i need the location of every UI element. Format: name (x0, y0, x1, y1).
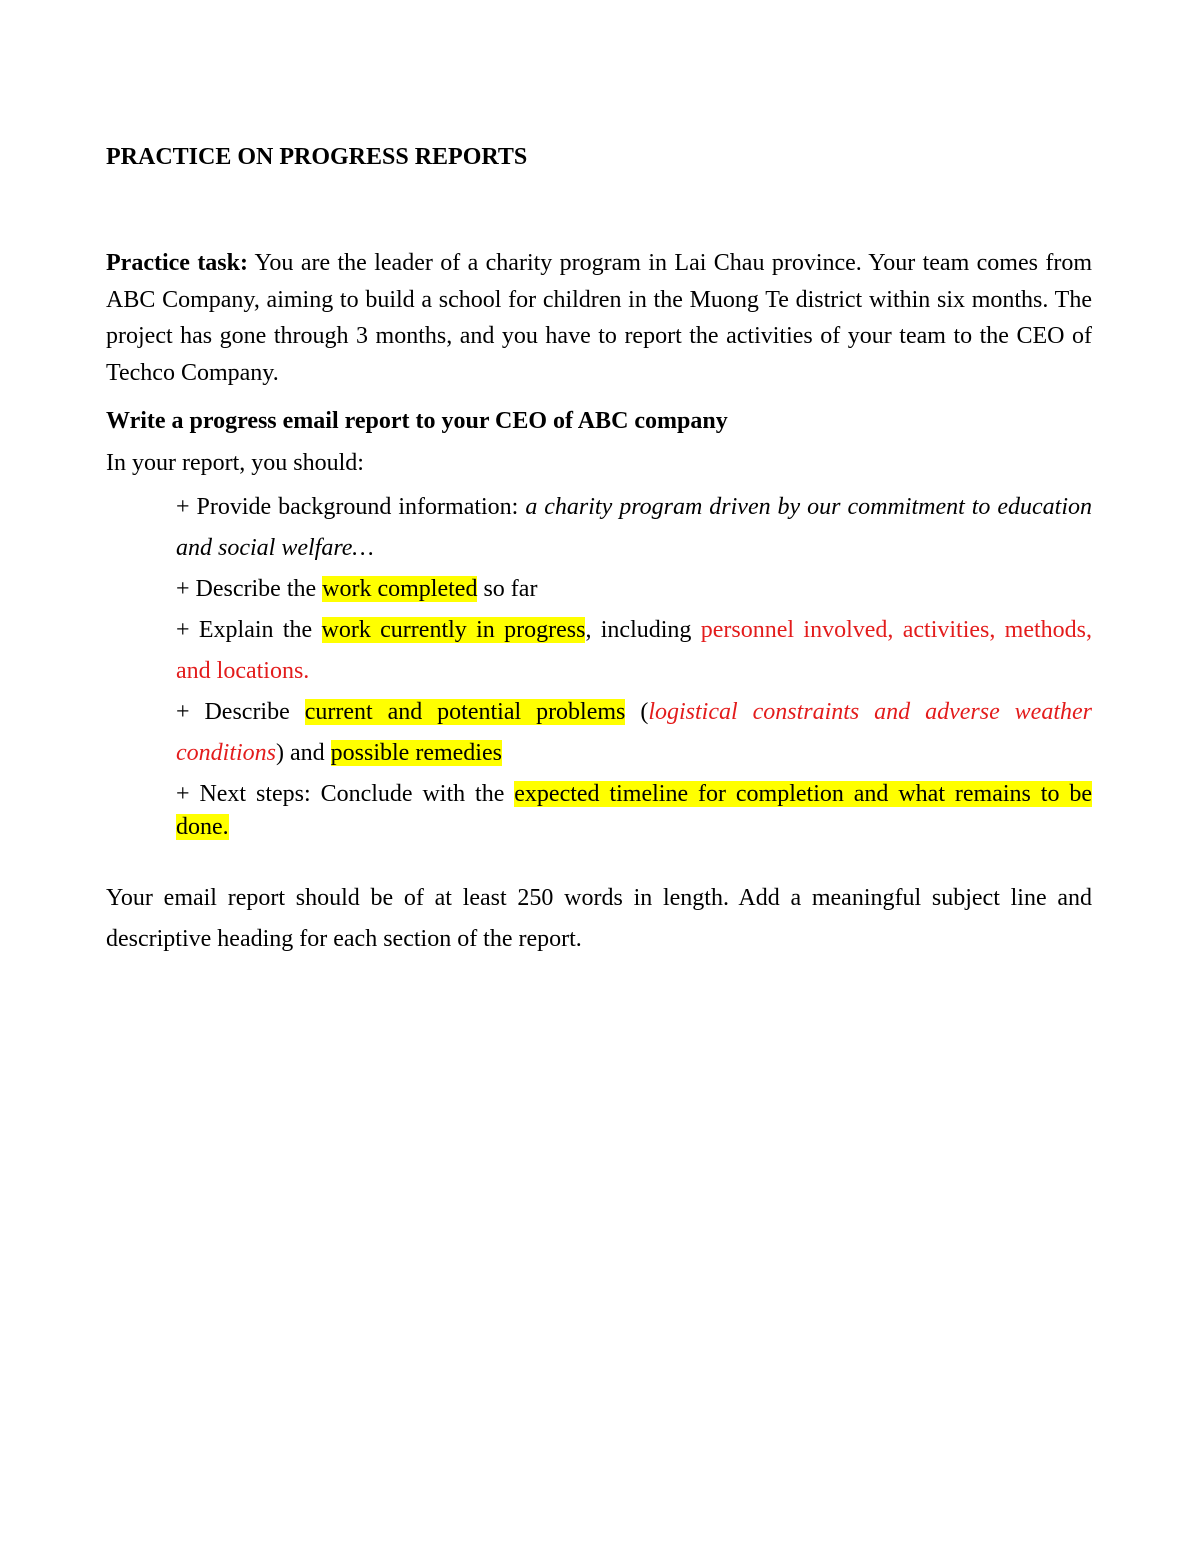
red-text: personnel involved, activities, methods, and locations. (176, 617, 1093, 684)
red-italic-text: logistical constraints and adverse weather conditions (176, 699, 1092, 766)
practice-task-paragraph (106, 245, 1092, 391)
highlighted-text: work completed (322, 576, 478, 602)
intro-line: In your report, you should: (106, 450, 364, 476)
list-item-work-completed (176, 569, 1092, 610)
requirements-list (176, 487, 1092, 844)
highlighted-text: expected timeline for completion and what remains to be done. (176, 781, 1092, 840)
bullet-italic-text: a charity program driven by our commitment to education and social welfare… (176, 494, 1092, 561)
highlighted-text: possible remedies (330, 740, 502, 766)
closing-paragraph: Your email report should be of at least 250 words in length. Add a meaningful subject line and descriptive heading for each section of the report. (106, 885, 1092, 952)
bullet-text: + Next steps: Conclude with the (176, 781, 515, 807)
list-item-next-steps (176, 774, 1092, 844)
highlighted-text: work currently in progress (321, 617, 586, 643)
bullet-text: + Describe (176, 699, 305, 725)
bullet-text: so far (477, 576, 538, 602)
list-item-problems (176, 692, 1092, 774)
page-title: PRACTICE ON PROGRESS REPORTS (106, 144, 528, 170)
bullet-text: + Describe the (176, 576, 323, 602)
list-item-work-in-progress (176, 610, 1092, 692)
practice-task-label: Practice task: (106, 250, 248, 276)
bullet-text: ( (625, 699, 649, 725)
practice-task-text: You are the leader of a charity program in Lai Chau province. Your team comes from ABC Company, aiming to build a school for children in the Muong Te district within six months. The project has gone through 3 months, and you have to report the activities of your team to the CEO of Techco Company. (106, 250, 1093, 386)
bullet-text: + Provide background information: (176, 494, 526, 520)
list-item-background (176, 487, 1092, 569)
highlighted-text: current and potential problems (304, 699, 626, 725)
bullet-text: , including (585, 617, 701, 643)
bullet-text: + Explain the (176, 617, 322, 643)
instruction-heading: Write a progress email report to your CEO of ABC company (106, 408, 728, 434)
bullet-text: ) and (276, 740, 331, 766)
